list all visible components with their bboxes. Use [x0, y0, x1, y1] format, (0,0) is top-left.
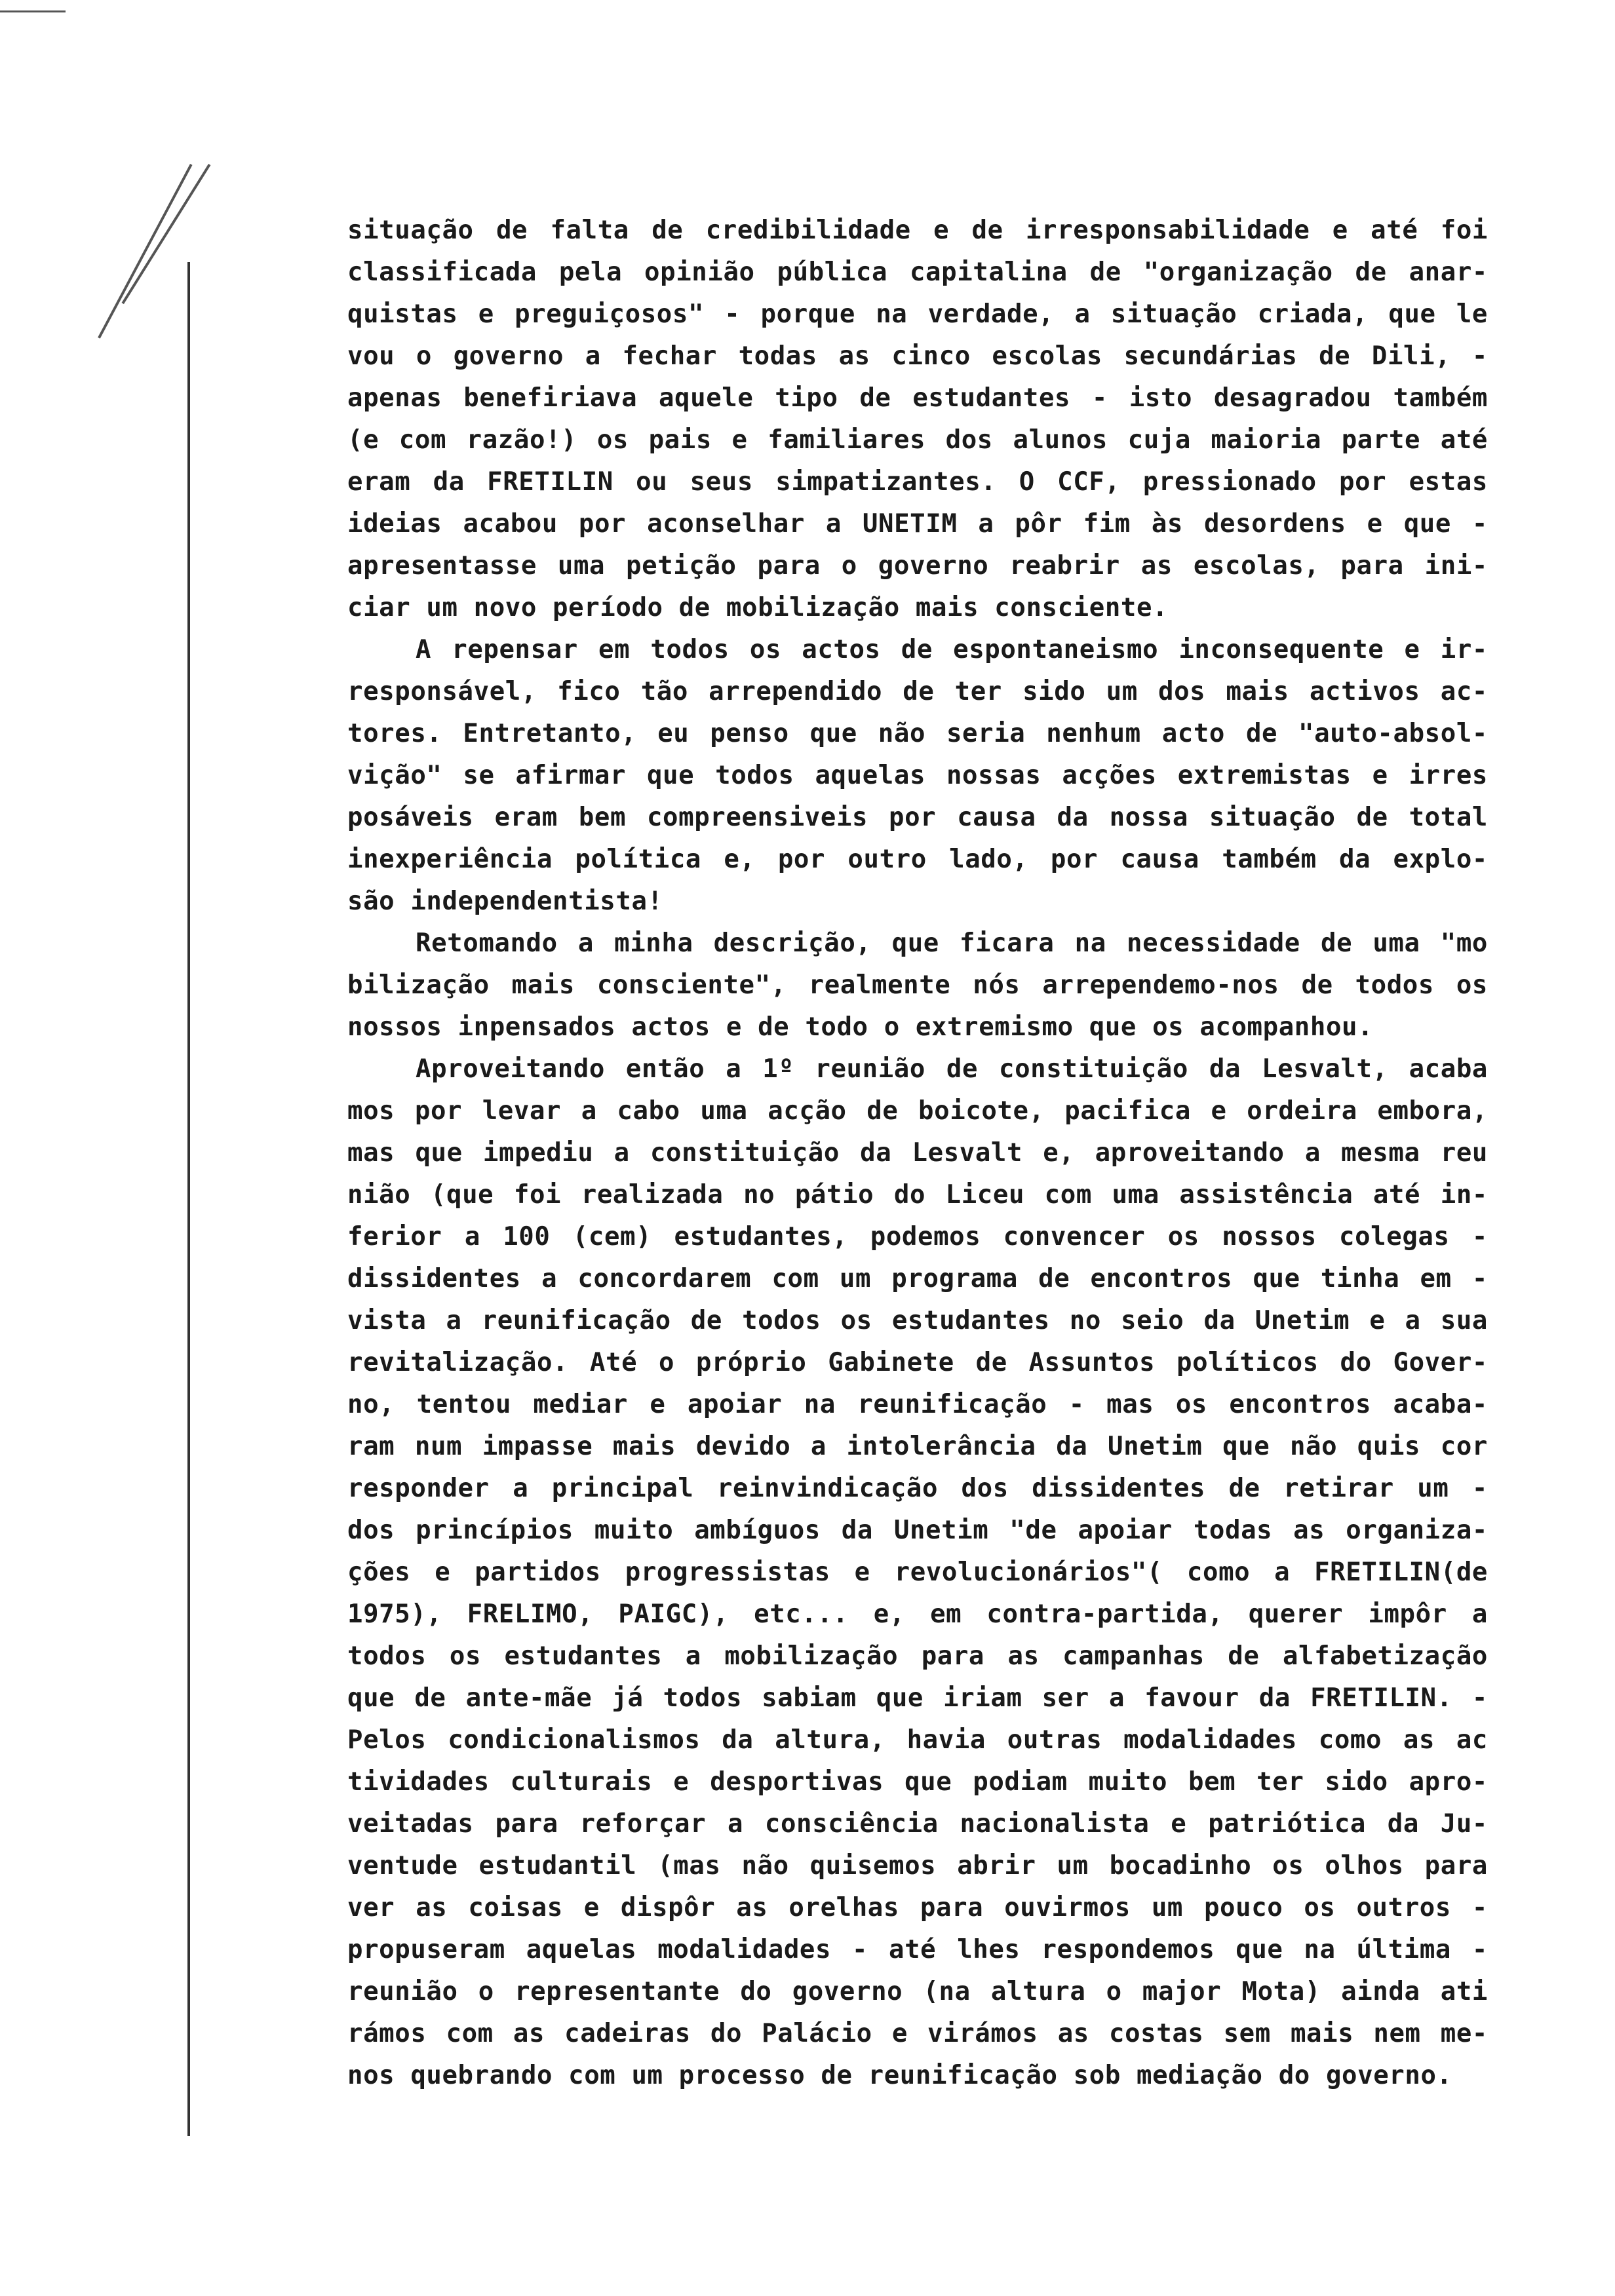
- text-line: inexperiência política e, por outro lado, por causa também da explo-: [347, 845, 1488, 874]
- text-line: ver as coisas e dispôr as orelhas para ouvirmos um pouco os outros -: [347, 1893, 1488, 1923]
- text-line: dos princípios muito ambíguos da Unetim "de apoiar todas as organiza-: [347, 1516, 1488, 1545]
- text-line: todos os estudantes a mobilização para as campanhas de alfabetização: [347, 1641, 1488, 1671]
- text-line: revitalização. Até o próprio Gabinete de Assuntos políticos do Gover-: [347, 1348, 1488, 1377]
- text-line: ciar um novo período de mobilização mais consciente.: [347, 593, 1169, 622]
- text-line: rámos com as cadeiras do Palácio e virámos as costas sem mais nem me-: [347, 2019, 1488, 2048]
- text-line: dissidentes a concordarem com um programa de encontros que tinha em -: [347, 1264, 1488, 1293]
- text-line: responsável, fico tão arrependido de ter sido um dos mais activos ac-: [347, 677, 1488, 706]
- text-line: posáveis eram bem compreensiveis por causa da nossa situação de total: [347, 803, 1488, 832]
- text-line: vou o governo a fechar todas as cinco escolas secundárias de Dili, -: [347, 341, 1488, 371]
- text-line: situação de falta de credibilidade e de irresponsabilidade e até foi: [347, 216, 1488, 245]
- text-line: quistas e preguiçosos" - porque na verdade, a situação criada, que le: [347, 299, 1488, 329]
- text-line: 1975), FRELIMO, PAIGC), etc... e, em contra-partida, querer impôr a: [347, 1599, 1488, 1629]
- text-line: Retomando a minha descrição, que ficara na necessidade de uma "mo: [416, 928, 1488, 958]
- paragraph: [347, 210, 1488, 629]
- text-line: apenas benefiriava aquele tipo de estudantes - isto desagradou também: [347, 383, 1488, 413]
- text-line: ideias acabou por aconselhar a UNETIM a pôr fim às desordens e que -: [347, 509, 1488, 539]
- paragraph: [347, 923, 1488, 1048]
- document-body: [347, 210, 1488, 2097]
- text-line: veitadas para reforçar a consciência nacionalista e patriótica da Ju-: [347, 1809, 1488, 1839]
- text-line: Pelos condicionalismos da altura, havia outras modalidades como as ac: [347, 1725, 1488, 1755]
- text-line: A repensar em todos os actos de espontaneismo inconsequente e ir-: [416, 635, 1488, 664]
- text-line: mos por levar a cabo uma acção de boicote, pacifica e ordeira embora,: [347, 1096, 1488, 1126]
- text-line: reunião o representante do governo (na altura o major Mota) ainda ati: [347, 1977, 1488, 2006]
- text-line: ram num impasse mais devido a intolerância da Unetim que não quis cor: [347, 1432, 1488, 1461]
- text-line: tividades culturais e desportivas que podiam muito bem ter sido apro-: [347, 1767, 1488, 1797]
- text-line: responder a principal reinvindicação dos dissidentes de retirar um -: [347, 1474, 1488, 1503]
- text-line: propuseram aquelas modalidades - até lhes respondemos que na última -: [347, 1935, 1488, 1964]
- text-line: vição" se afirmar que todos aquelas nossas acções extremistas e irres: [347, 761, 1488, 790]
- margin-slash-mark: [98, 164, 192, 339]
- margin-rule: [187, 262, 190, 2136]
- text-line: vista a reunificação de todos os estudantes no seio da Unetim e a sua: [347, 1306, 1488, 1335]
- text-line: ventude estudantil (mas não quisemos abrir um bocadinho os olhos para: [347, 1851, 1488, 1881]
- margin-slash-mark: [122, 164, 211, 304]
- text-line: ferior a 100 (cem) estudantes, podemos convencer os nossos colegas -: [347, 1222, 1488, 1252]
- text-line: nossos inpensados actos e de todo o extremismo que os acompanhou.: [347, 1012, 1374, 1042]
- text-line: tores. Entretanto, eu penso que não seria nenhum acto de "auto-absol-: [347, 719, 1488, 748]
- paragraph: [347, 629, 1488, 923]
- paragraph: [347, 1048, 1488, 2097]
- text-line: mas que impediu a constituição da Lesvalt e, aproveitando a mesma reu: [347, 1138, 1488, 1168]
- text-line: que de ante-mãe já todos sabiam que iriam ser a favour da FRETILIN. -: [347, 1683, 1488, 1713]
- text-line: Aproveitando então a 1º reunião de constituição da Lesvalt, acaba: [416, 1054, 1488, 1084]
- text-line: ções e partidos progressistas e revolucionários"( como a FRETILIN(de: [347, 1558, 1488, 1587]
- text-line: eram da FRETILIN ou seus simpatizantes. O CCF, pressionado por estas: [347, 467, 1488, 497]
- page-edge-mark: [0, 10, 66, 12]
- text-line: classificada pela opinião pública capitalina de "organização de anar-: [347, 258, 1488, 287]
- text-line: no, tentou mediar e apoiar na reunificação - mas os encontros acaba-: [347, 1390, 1488, 1419]
- text-line: nos quebrando com um processo de reunificação sob mediação do governo.: [347, 2061, 1452, 2090]
- text-line: são independentista!: [347, 887, 663, 916]
- text-line: bilização mais consciente", realmente nós arrependemo-nos de todos os: [347, 970, 1488, 1000]
- text-line: apresentasse uma petição para o governo reabrir as escolas, para ini-: [347, 551, 1488, 581]
- text-line: nião (que foi realizada no pátio do Liceu com uma assistência até in-: [347, 1180, 1488, 1210]
- text-line: (e com razão!) os pais e familiares dos alunos cuja maioria parte até: [347, 425, 1488, 455]
